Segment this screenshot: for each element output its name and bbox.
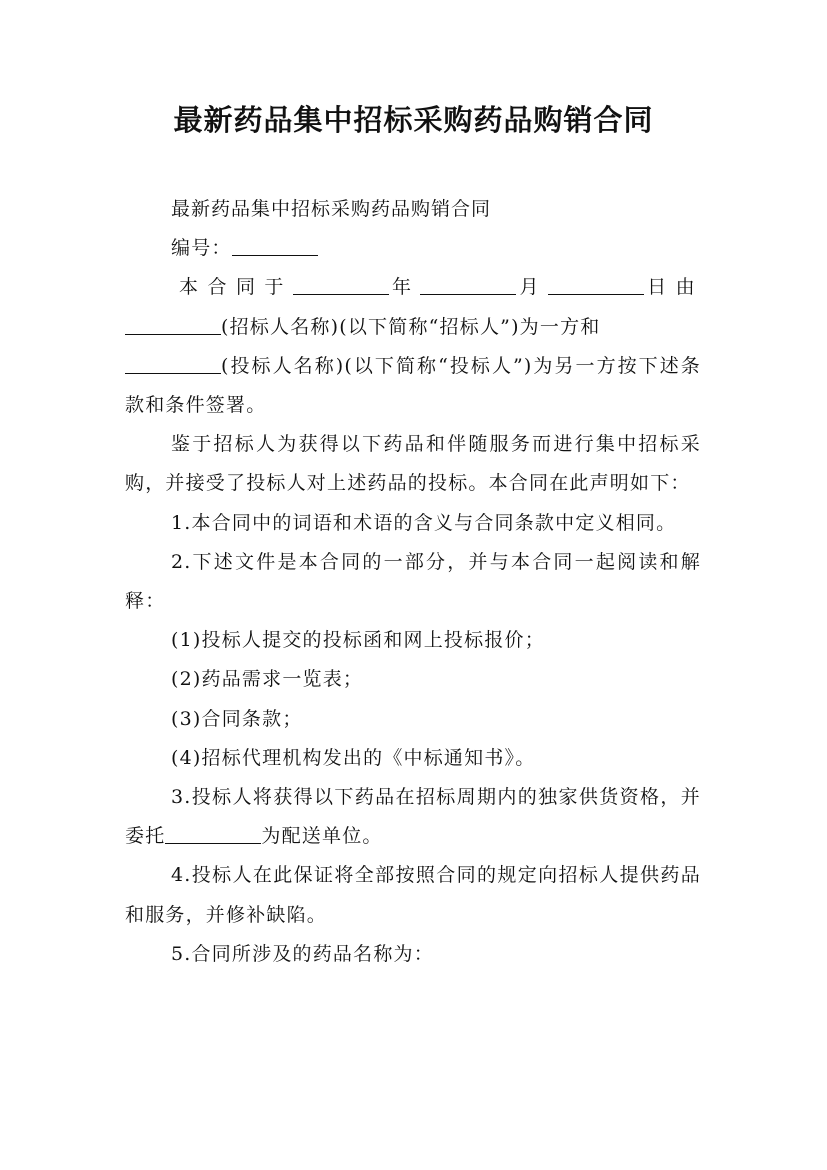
signing-text-3: 月 — [516, 276, 549, 299]
paragraph-clause-5: 5.合同所涉及的药品名称为： — [171, 942, 434, 965]
tenderer-text: (招标人名称)(以下简称“招标人”)为一方和 — [221, 315, 601, 338]
paragraph-clause-3 — [125, 778, 701, 856]
paragraph-clause-1: 1.本合同中的词语和术语的含义与合同条款中定义相同。 — [171, 511, 677, 534]
signing-text-2: 年 — [388, 276, 421, 299]
contract-number-blank — [232, 237, 318, 256]
paragraph-clause-4: 4.投标人在此保证将全部按照合同的规定向招标人提供药品和服务，并修补缺陷。 — [125, 864, 701, 926]
document-subtitle: 最新药品集中招标采购药品购销合同 — [171, 198, 492, 220]
list-item-4: (4)招标代理机构发出的《中标通知书》。 — [171, 746, 536, 769]
document-body — [125, 190, 701, 974]
list-item-1: (1)投标人提交的投标函和网上投标报价； — [171, 629, 545, 652]
list-item-3: (3)合同条款； — [171, 707, 303, 730]
day-blank — [548, 276, 644, 295]
contract-number-line — [125, 229, 701, 268]
bidder-name-blank — [125, 355, 221, 374]
year-blank — [293, 276, 389, 295]
signing-text-4: 日由 — [644, 276, 702, 299]
list-item-2: (2)药品需求一览表； — [171, 668, 364, 691]
tenderer-name-blank — [125, 316, 221, 335]
paragraph-bidder — [125, 347, 701, 425]
signing-text-1: 本合同于 — [179, 276, 293, 299]
bidder-text: (投标人名称)(以下简称“投标人”)为另一方按下述条款和条件签署。 — [125, 354, 701, 417]
paragraph-clause-2: 2.下述文件是本合同的一部分，并与本合同一起阅读和解释： — [125, 550, 701, 613]
contract-number-label: 编号： — [171, 237, 232, 260]
paragraph-signing-date — [125, 268, 701, 307]
distributor-blank — [165, 825, 261, 844]
document-title: 最新药品集中招标采购药品购销合同 — [173, 103, 654, 137]
clause-3-text: 3.投标人将获得以下药品在招标周期内的独家供货资格，并委托 — [125, 786, 701, 848]
paragraph-whereas: 鉴于招标人为获得以下药品和伴随服务而进行集中招标采购，并接受了投标人对上述药品的投标。本合同在此声明如下： — [125, 433, 701, 495]
paragraph-tenderer — [125, 308, 701, 347]
clause-3-tail: 为配送单位。 — [261, 825, 383, 848]
month-blank — [420, 276, 516, 295]
